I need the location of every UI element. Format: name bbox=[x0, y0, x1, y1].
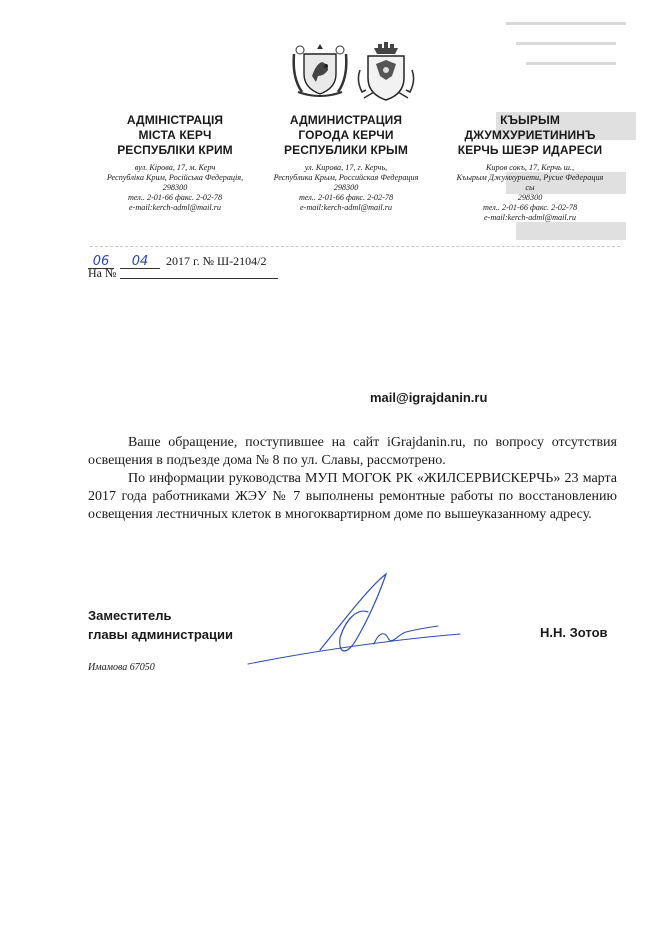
org-name-line: РЕСПУБЛІКИ КРИМ bbox=[117, 143, 233, 157]
header-ukrainian bbox=[88, 113, 262, 213]
address-line: сы bbox=[525, 183, 535, 192]
crimea-coat-of-arms-icon bbox=[288, 40, 352, 102]
year-and-outgoing-number: 2017 г. № Ш-2104/2 bbox=[166, 254, 267, 268]
scan-artifact-line bbox=[90, 246, 620, 247]
address-block bbox=[444, 163, 616, 223]
body-paragraph: По информации руководства МУП МОГОК РК «ЖИЛСЕРВИСКЕРЧЬ» 23 марта 2017 года работниками ЖЭУ № 7 выполнены ремонтные работы по восстановлению освещения лестничных клеток в многоквартирном доме по вышеуказанному адресу. bbox=[88, 471, 617, 522]
body-paragraph: Ваше обращение, поступившее на сайт iGrajdanin.ru, по вопросу отсутствия освещения в подъезде дома № 8 по ул. Славы, рассмотрено. bbox=[88, 435, 617, 468]
signatory-title-line: Заместитель bbox=[88, 608, 172, 623]
org-name-line: ГОРОДА КЕРЧИ bbox=[298, 128, 394, 142]
org-name-line: АДМІНІСТРАЦІЯ bbox=[126, 113, 224, 127]
header-russian bbox=[268, 113, 424, 213]
handwritten-month: 04 bbox=[120, 255, 160, 269]
address-line: e-mail:kerch-adml@mail.ru bbox=[128, 203, 222, 212]
address-line: тел.. 2-01-66 факс. 2-02-78 bbox=[482, 203, 578, 212]
address-line: e-mail:kerch-adml@mail.ru bbox=[299, 203, 393, 212]
address-block bbox=[88, 163, 262, 213]
handwritten-signature bbox=[228, 568, 468, 668]
signatory-name: Н.Н. Зотов bbox=[540, 625, 608, 640]
reference-label: На № bbox=[88, 266, 117, 280]
org-name-line: АДМИНИСТРАЦИЯ bbox=[289, 113, 403, 127]
address-block bbox=[268, 163, 424, 213]
address-line: Киров сокъ, 17, Керчь ш., bbox=[485, 163, 575, 172]
address-line: вул. Кірова, 17, м. Керч bbox=[134, 163, 216, 172]
reference-line bbox=[88, 266, 278, 281]
address-line: 298300 bbox=[333, 183, 359, 192]
handwritten-day: 06 bbox=[88, 255, 114, 269]
executor-note: Имамова 67050 bbox=[88, 662, 155, 673]
letter-body bbox=[88, 434, 617, 524]
kerch-coat-of-arms-icon bbox=[356, 40, 416, 106]
address-line: Республика Крым, Российская Федерация bbox=[273, 173, 419, 182]
address-line: 298300 bbox=[517, 193, 543, 202]
org-name-line: РЕСПУБЛИКИ КРЫМ bbox=[284, 143, 408, 157]
address-line: 298300 bbox=[162, 183, 188, 192]
address-line: тел.. 2-01-66 факс. 2-02-78 bbox=[127, 193, 223, 202]
address-line: e-mail:kerch-adml@mail.ru bbox=[483, 213, 577, 222]
address-line: ул. Кирова, 17, г. Керчь, bbox=[304, 163, 388, 172]
org-name-line: КЪЫРЫМ bbox=[500, 113, 560, 127]
address-line: Къырым Джумхуриети, Русие Федерация bbox=[456, 173, 604, 182]
org-name-line: ДЖУМХУРИЕТИНИНЪ bbox=[464, 128, 596, 142]
header-crimean-tatar bbox=[444, 113, 616, 223]
reference-blank bbox=[120, 266, 278, 279]
recipient-address: mail@igrajdanin.ru bbox=[370, 390, 488, 405]
org-name-line: КЕРЧЬ ШЕЭР ИДАРЕСИ bbox=[457, 143, 603, 157]
address-line: тел.. 2-01-66 факс. 2-02-78 bbox=[298, 193, 394, 202]
org-name-line: МІСТА КЕРЧ bbox=[138, 128, 212, 142]
address-line: Республіка Крим, Російська Федерація, bbox=[106, 173, 244, 182]
signatory-title bbox=[88, 606, 233, 644]
signatory-title-line: главы администрации bbox=[88, 627, 233, 642]
